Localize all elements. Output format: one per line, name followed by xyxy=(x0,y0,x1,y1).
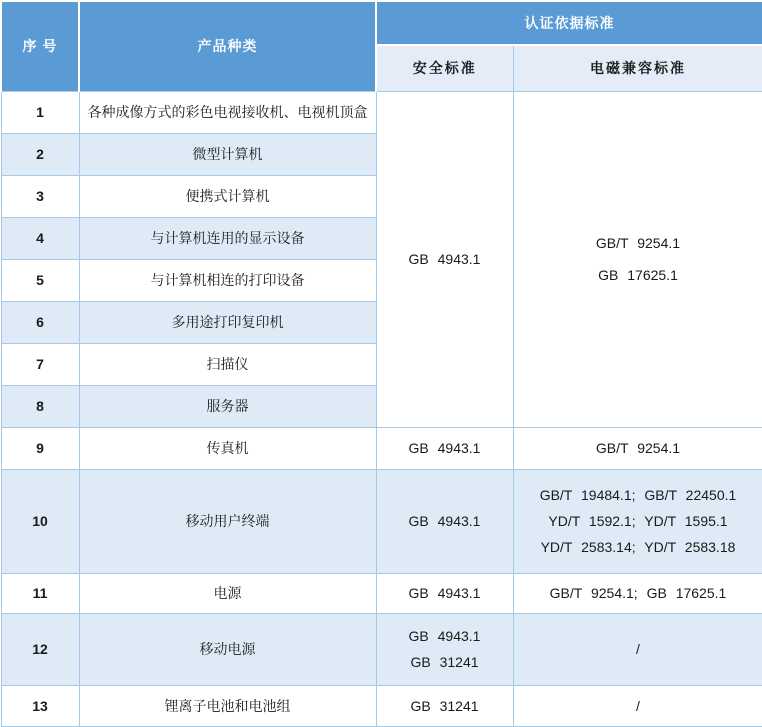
table-row xyxy=(1,685,762,726)
product-cell: 多用途打印复印机 xyxy=(79,301,376,343)
serial-cell: 13 xyxy=(1,685,79,726)
emc-cell: GB/T 9254.1; GB 17625.1 xyxy=(513,573,762,613)
serial-cell: 5 xyxy=(1,259,79,301)
serial-cell: 10 xyxy=(1,469,79,573)
product-cell: 锂离子电池和电池组 xyxy=(79,685,376,726)
product-cell: 传真机 xyxy=(79,427,376,469)
product-cell: 与计算机相连的打印设备 xyxy=(79,259,376,301)
emc-line: YD/T 1592.1; YD/T 1595.1 xyxy=(548,513,728,529)
product-cell: 移动电源 xyxy=(79,613,376,685)
safety-cell xyxy=(376,613,513,685)
emc-cell xyxy=(513,469,762,573)
product-cell: 服务器 xyxy=(79,385,376,427)
serial-cell: 8 xyxy=(1,385,79,427)
header-product: 产品种类 xyxy=(79,1,376,91)
serial-cell: 12 xyxy=(1,613,79,685)
emc-line: GB/T 19484.1; GB/T 22450.1 xyxy=(539,487,737,503)
emc-cell: / xyxy=(513,613,762,685)
product-cell: 微型计算机 xyxy=(79,133,376,175)
serial-cell: 2 xyxy=(1,133,79,175)
product-cell: 便携式计算机 xyxy=(79,175,376,217)
safety-line: GB 31241 xyxy=(410,654,479,670)
serial-cell: 6 xyxy=(1,301,79,343)
emc-line: YD/T 2583.14; YD/T 2583.18 xyxy=(540,539,736,555)
serial-cell: 1 xyxy=(1,91,79,133)
product-cell: 扫描仪 xyxy=(79,343,376,385)
serial-cell: 9 xyxy=(1,427,79,469)
emc-cell-merged xyxy=(513,91,762,427)
header-cert-group: 认证依据标准 xyxy=(376,1,762,45)
emc-line: GB/T 9254.1 xyxy=(595,235,681,251)
table-row xyxy=(1,91,762,133)
header-emc: 电磁兼容标准 xyxy=(513,45,762,91)
safety-cell: GB 31241 xyxy=(376,685,513,726)
serial-cell: 7 xyxy=(1,343,79,385)
emc-line: GB 17625.1 xyxy=(598,267,678,283)
emc-cell: GB/T 9254.1 xyxy=(513,427,762,469)
header-safety: 安全标准 xyxy=(376,45,513,91)
emc-cell: / xyxy=(513,685,762,726)
header-row-1 xyxy=(1,1,762,45)
safety-cell-merged: GB 4943.1 xyxy=(376,91,513,427)
safety-cell: GB 4943.1 xyxy=(376,469,513,573)
safety-line: GB 4943.1 xyxy=(408,628,481,644)
serial-cell: 4 xyxy=(1,217,79,259)
product-cell: 电源 xyxy=(79,573,376,613)
table-row xyxy=(1,427,762,469)
safety-cell: GB 4943.1 xyxy=(376,427,513,469)
safety-cell: GB 4943.1 xyxy=(376,573,513,613)
table-row xyxy=(1,613,762,685)
product-cell: 各种成像方式的彩色电视接收机、电视机顶盒 xyxy=(79,91,376,133)
header-serial: 序 号 xyxy=(1,1,79,91)
serial-cell: 3 xyxy=(1,175,79,217)
serial-cell: 11 xyxy=(1,573,79,613)
product-cell: 移动用户终端 xyxy=(79,469,376,573)
table-row xyxy=(1,469,762,573)
table-row xyxy=(1,573,762,613)
product-cell: 与计算机连用的显示设备 xyxy=(79,217,376,259)
